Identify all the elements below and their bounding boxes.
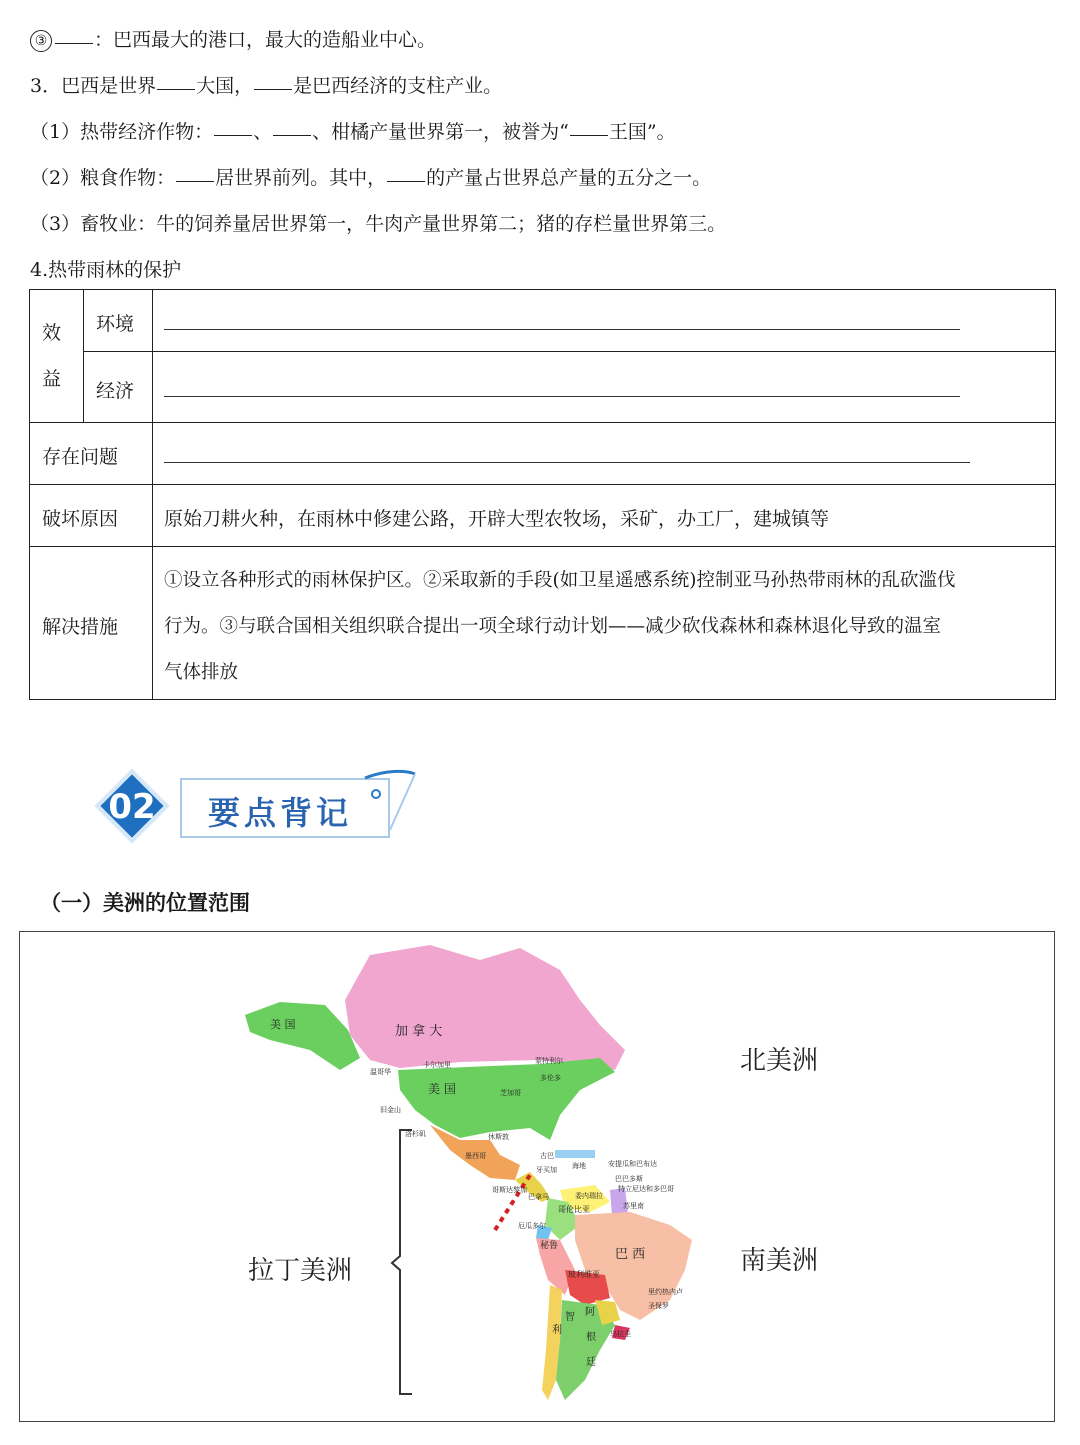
north-america-label: 北美洲 [740, 1046, 819, 1076]
map-label: 哥斯达黎加 [492, 1186, 527, 1194]
map-label: 卡尔加里 [423, 1061, 451, 1069]
map-label: 厄瓜多尔 [518, 1222, 546, 1230]
solutions-line-1: ①设立各种形式的雨林保护区。②采取新的手段(如卫星遥感系统)控制亚马孙热带雨林的乱砍滥伐 [164, 570, 956, 591]
question-text: 、 [253, 121, 273, 143]
question-text: （2）粮食作物： [30, 167, 176, 189]
swoosh-decoration [360, 768, 420, 838]
answer-blank[interactable] [214, 134, 252, 136]
map-label: 特立尼达和多巴哥 [618, 1185, 674, 1193]
col-divider [152, 290, 153, 699]
benefit-label-2: 益 [42, 368, 62, 390]
usa-region [398, 1058, 615, 1140]
map-label: 巴 西 [615, 1247, 646, 1262]
problems-label: 存在问题 [42, 446, 119, 468]
latin-america-label: 拉丁美洲 [248, 1256, 353, 1286]
caribbean-region [555, 1150, 595, 1158]
question-port [30, 25, 436, 52]
econ-label: 经济 [96, 380, 135, 402]
question-4-title: 4.热带雨林的保护 [30, 259, 182, 281]
question-text: （1）热带经济作物： [30, 121, 214, 143]
row-divider [83, 351, 1055, 352]
answer-blank[interactable] [273, 134, 311, 136]
map-label: 秘鲁 [540, 1241, 559, 1251]
map-label: 加 拿 大 [395, 1024, 443, 1039]
circled-number: ③ [30, 30, 52, 52]
question-text: 、柑橘产量世界第一，被誉为“ [312, 121, 569, 143]
benefit-label-1: 效 [42, 322, 62, 344]
answer-blank[interactable] [55, 42, 93, 44]
map-label: 海地 [572, 1162, 586, 1170]
econ-answer-line[interactable] [164, 396, 960, 397]
solutions-label: 解决措施 [42, 616, 119, 638]
map-label: 墨西哥 [465, 1152, 486, 1160]
map-label: 玻利维亚 [568, 1270, 600, 1279]
env-answer-line[interactable] [164, 329, 960, 330]
rainforest-table [29, 289, 1056, 700]
causes-label: 破坏原因 [42, 508, 119, 530]
map-label: 温哥华 [370, 1068, 391, 1076]
map-label: 里约热内卢 [648, 1288, 683, 1296]
map-label: 牙买加 [536, 1166, 557, 1174]
map-label: 圣保罗 [648, 1302, 669, 1310]
question-text: 是巴西经济的支柱产业。 [293, 75, 503, 97]
question-3-3: （3）畜牧业：牛的饲养量居世界第一，牛肉产量世界第二；猪的存栏量世界第三。 [30, 213, 727, 235]
map-label: 巴拿马 [528, 1193, 549, 1201]
map-label: 利 [552, 1325, 562, 1336]
map-label: 芝加哥 [500, 1089, 521, 1097]
question-text: 居世界前列。其中， [215, 167, 387, 189]
solutions-line-3: 气体排放 [164, 662, 239, 683]
map-label: 乌拉圭 [610, 1330, 631, 1338]
map-label: 蒙特利尔 [535, 1057, 563, 1065]
question-3-2 [30, 163, 711, 190]
env-label: 环境 [96, 313, 135, 335]
section-number: 02 [108, 787, 156, 827]
question-text: ：巴西最大的港口，最大的造船业中心。 [94, 29, 437, 51]
answer-blank[interactable] [254, 88, 292, 90]
map-label: 阿 [585, 1307, 595, 1318]
map-label: 多伦多 [540, 1074, 561, 1082]
question-text: 3．巴西是世界 [30, 75, 157, 97]
answer-blank[interactable] [387, 180, 425, 182]
row-divider [30, 422, 1055, 423]
map-label: 旧金山 [380, 1106, 401, 1114]
subheading: （一）美洲的位置范围 [40, 891, 250, 915]
map-label: 委内瑞拉 [575, 1192, 603, 1200]
brazil-region [575, 1212, 692, 1320]
question-3-1 [30, 117, 676, 144]
question-3 [30, 71, 502, 98]
answer-blank[interactable] [176, 180, 214, 182]
section-title: 要点背记 [207, 794, 352, 832]
question-text: 的产量占世界总产量的五分之一。 [426, 167, 712, 189]
causes-text: 原始刀耕火种，在雨林中修建公路，开辟大型农牧场，采矿，办工厂，建城镇等 [164, 508, 830, 530]
canada-region [345, 945, 625, 1070]
map-label: 智 [565, 1312, 575, 1323]
question-text: 大国， [196, 75, 254, 97]
problems-answer-line[interactable] [164, 462, 970, 463]
map-label: 廷 [586, 1357, 596, 1368]
alaska-region [245, 1002, 360, 1070]
americas-map [230, 940, 710, 1410]
map-label: 休斯敦 [488, 1133, 509, 1141]
map-label: 古巴 [540, 1152, 554, 1160]
col-divider [83, 290, 84, 422]
map-label: 安提瓜和巴布达 [608, 1160, 657, 1168]
latin-america-bracket [390, 1128, 420, 1398]
map-label: 哥伦比亚 [558, 1205, 590, 1214]
map-label: 美 国 [270, 1018, 296, 1031]
solutions-line-2: 行为。③与联合国相关组织联合提出一项全球行动计划——减少砍伐森林和森林退化导致的温室 [164, 616, 942, 637]
answer-blank[interactable] [570, 134, 608, 136]
map-label: 巴巴多斯 [615, 1175, 643, 1183]
south-america-label: 南美洲 [740, 1246, 819, 1276]
answer-blank[interactable] [157, 88, 195, 90]
question-text: 王国”。 [608, 121, 676, 143]
map-label: 洛杉矶 [405, 1130, 426, 1138]
map-label: 美 国 [428, 1082, 456, 1096]
map-label: 根 [586, 1332, 596, 1343]
row-divider [30, 484, 1055, 485]
map-label: 苏里南 [623, 1202, 644, 1210]
row-divider [30, 546, 1055, 547]
